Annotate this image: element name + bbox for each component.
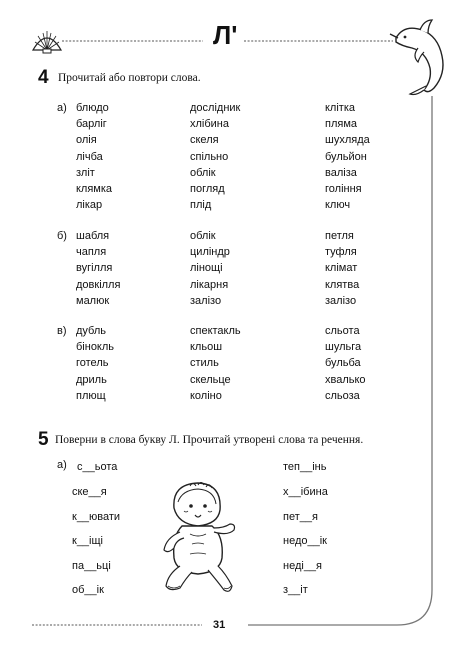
word: дубль bbox=[76, 325, 106, 337]
word: хлібина bbox=[190, 118, 229, 131]
gap-word: пет__я bbox=[283, 511, 318, 523]
word: клімат bbox=[325, 262, 358, 275]
baby-illustration bbox=[160, 478, 238, 598]
word: бульйон bbox=[325, 150, 367, 163]
word: лікар bbox=[76, 199, 103, 212]
shell-icon bbox=[30, 28, 64, 54]
exercise-5-instruction: Поверни в слова букву Л. Прочитай утворені слова та речення. bbox=[55, 434, 364, 446]
word-column bbox=[325, 228, 359, 309]
word: залізо bbox=[325, 294, 357, 307]
word: клямка bbox=[76, 182, 113, 195]
exercise-5-label: а) bbox=[57, 459, 67, 471]
gap-word: к__іщі bbox=[72, 535, 103, 547]
word: барліг bbox=[76, 118, 107, 131]
gap-word: к__ювати bbox=[72, 511, 121, 523]
word: лічба bbox=[76, 150, 103, 163]
word: лінощі bbox=[190, 262, 223, 275]
word: довкілля bbox=[76, 278, 121, 291]
word: спільно bbox=[190, 150, 229, 163]
gap-word: теп__інь bbox=[283, 461, 327, 473]
word: хвалько bbox=[325, 373, 366, 386]
word: скеля bbox=[190, 134, 219, 147]
word-column bbox=[190, 228, 230, 309]
word: туфля bbox=[325, 246, 357, 259]
page-number: 31 bbox=[213, 619, 226, 631]
word: шульга bbox=[325, 341, 362, 354]
word: клітка bbox=[325, 102, 356, 114]
gap-word: х__ібина bbox=[283, 486, 328, 498]
word: зліт bbox=[76, 166, 95, 179]
word: спектакль bbox=[190, 325, 241, 337]
word: олія bbox=[76, 134, 97, 147]
word: готель bbox=[76, 357, 109, 370]
word-column bbox=[325, 323, 366, 404]
word: плющ bbox=[76, 389, 106, 402]
word: сльоза bbox=[325, 389, 360, 402]
word: чапля bbox=[76, 246, 107, 259]
word-column bbox=[76, 100, 112, 213]
word: сльота bbox=[325, 325, 360, 337]
word: гоління bbox=[325, 182, 362, 195]
word: лікарня bbox=[190, 278, 229, 291]
exercise-4-number: 4 bbox=[38, 67, 49, 88]
word: ключ bbox=[325, 199, 351, 212]
word-column bbox=[325, 100, 370, 213]
word: стиль bbox=[190, 357, 219, 370]
gap-word: об__ік bbox=[72, 584, 104, 596]
word-column bbox=[190, 100, 240, 213]
word: петля bbox=[325, 230, 354, 242]
group-label: а) bbox=[57, 102, 67, 114]
word: облік bbox=[190, 166, 216, 179]
word: бульба bbox=[325, 357, 361, 370]
word: залізо bbox=[190, 294, 222, 307]
word: дослідник bbox=[190, 102, 241, 114]
word: блюдо bbox=[76, 102, 109, 114]
gap-word: з__іт bbox=[283, 584, 308, 596]
word: коліно bbox=[190, 389, 222, 402]
gap-word: недо__ік bbox=[283, 535, 327, 547]
word-column bbox=[76, 228, 120, 309]
word: вугілля bbox=[76, 262, 113, 275]
word: бінокль bbox=[76, 341, 115, 354]
word-column bbox=[190, 323, 241, 404]
dolphin-icon bbox=[388, 16, 452, 98]
word: циліндр bbox=[190, 246, 230, 259]
word: кльош bbox=[190, 341, 223, 354]
word: шухляда bbox=[325, 134, 370, 147]
word: скельце bbox=[190, 373, 231, 386]
word: дриль bbox=[76, 373, 107, 386]
word: шабля bbox=[76, 230, 110, 242]
exercise-5-number: 5 bbox=[38, 429, 49, 450]
word: пляма bbox=[325, 118, 358, 131]
group-label: б) bbox=[57, 230, 67, 242]
word: малюк bbox=[76, 294, 110, 307]
word: клятва bbox=[325, 278, 360, 291]
word: погляд bbox=[190, 182, 225, 195]
gap-word: па__ьці bbox=[72, 560, 111, 572]
word: валіза bbox=[325, 166, 357, 179]
word: облік bbox=[190, 230, 216, 242]
header-letter: Л' bbox=[213, 20, 238, 50]
gap-word: неді__я bbox=[283, 560, 323, 572]
exercise-4-instruction: Прочитай або повтори слова. bbox=[58, 72, 201, 84]
gap-word: с__ьота bbox=[77, 461, 118, 473]
word-column bbox=[76, 323, 114, 404]
gap-word: ске__я bbox=[72, 486, 107, 498]
word: плід bbox=[190, 199, 212, 212]
group-label: в) bbox=[57, 325, 67, 337]
